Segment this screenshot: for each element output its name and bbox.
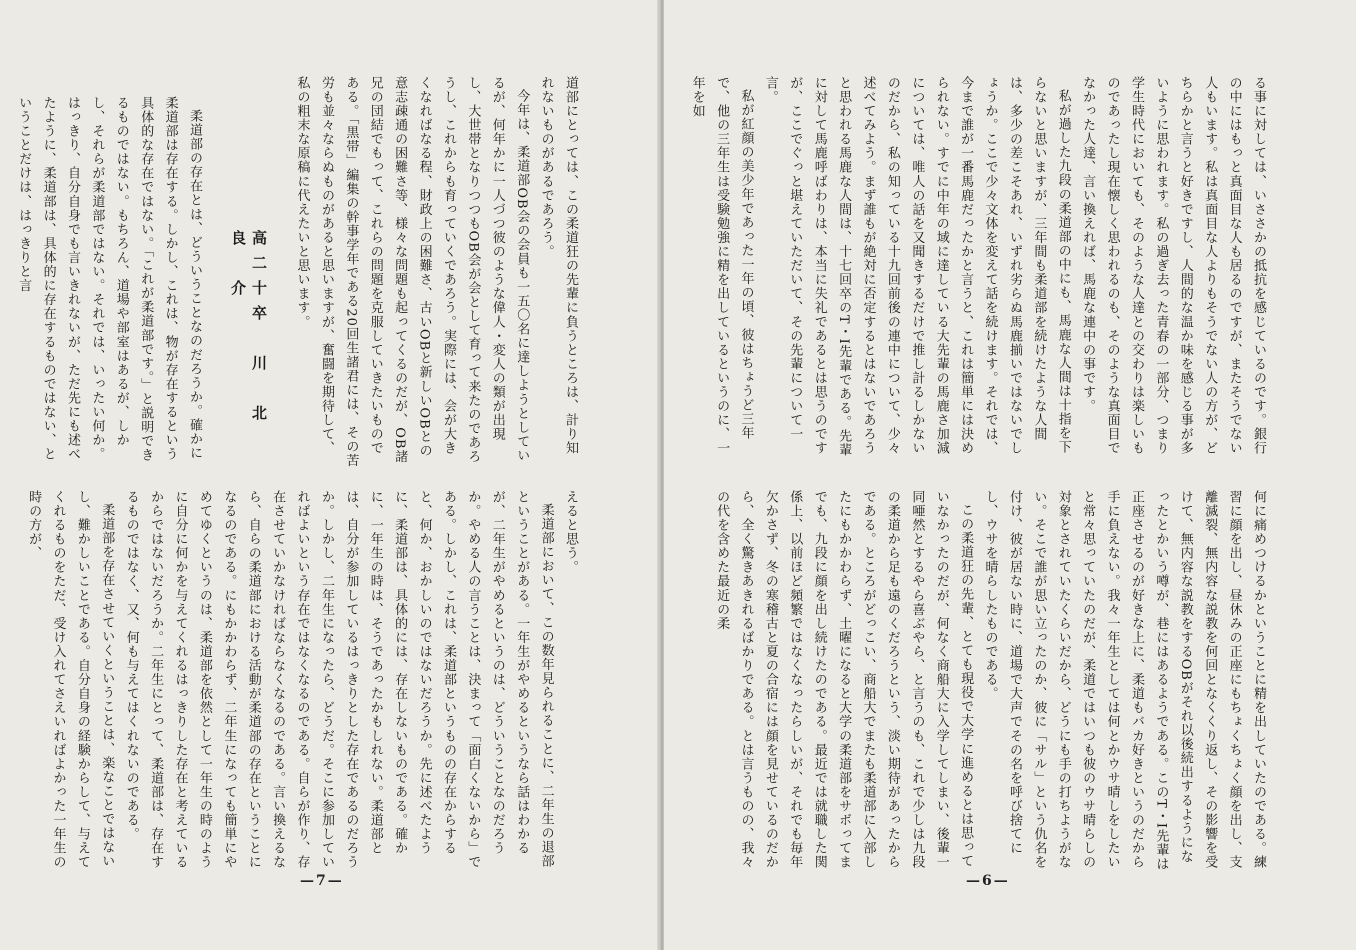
paragraph: 今年は、柔道部OB会の会員も一五〇名に達しようとしているが、何年かに一人づつ彼のような偉人・変人の類が出現し、大世帯となりつつもOB会が会として育って来たのであろうし、これからも育っていくであろう。実際には、会が大きくなればなる程、財政上の困難さ、古いOBと新しいOBとの意志疎通の困難さ等、様々な問題も起ってくるのだが、OB諸兄の団結でもって、これらの問題を克服していきたいものである。「黒帯」編集の幹事学年である20回生諸君には、その苦労も並々ならぬものがあると思いますが、奮闘を期待して、私の粗末な原稿に代えたいと思います。 — [294, 76, 530, 468]
page-7 — [0, 0, 662, 950]
paragraph: 柔道部において、この数年見られることに、二年生の退部ということがある。一年生がやめるというなら話はわかるが、二年生がやめるというのは、どういうことなのだろうか。やめる人の言うことは、決まって「面白くないから」である。しかし、これは、柔道部というものの存在からすると、何か、おかしいのではないだろうか。先に述べたように、柔道部は、具体的には、存在しないものである。確かに、一年生の時は、そうであったかもしれない。柔道部とは、自分が参加しているはっきりとした存在であるのだろうか。しかし、二年生になったら、どうだ。そこに参加していればよいという存在ではなくなるのである。自らが作り、存在させていかなければならなくなるのである。言い換えるなら、自らの柔道部における活動が柔道部の存在ということになるのである。にもかかわらず、二年生になっても簡単にやめてゆくというのは、柔道部を依然として一年生の時のように自分に何かを与えてくれるはっきりした存在と考えているからではないだろうか。二年生にとって、柔道部は、存在するものではなく、又、何も与えてはくれないのである。 — [123, 490, 554, 870]
paragraph: 私が過した九段の柔道部の中にも、馬鹿な人間は十指を下らないと思いますが、三年間も柔道部を続けたような人間は、多少の差こそあれ、いずれ劣らぬ馬鹿揃いではないでしょうか。ここで少々文体を変えて話を続けます。それでは、今まで誰が一番馬鹿だったかと言うと、これは簡単には決められない。すでに中年の域に達している大先輩の馬鹿さ加減については、唯人の話を又聞きするだけで推し計るしかないのだから、私の知っている十九回前後の連中について、少々述べてみよう。まず誰もが絶対に否定するとはないであろうと思われる馬鹿な人間は、十七回卒のT・I先輩である。先輩に対して馬鹿呼ばわりは、本当に失礼であるとは思うのですが、ここでぐっと堪えていただいて、その先輩について一言。 — [762, 76, 1071, 458]
left-top-text-block — [290, 76, 582, 468]
paragraph: えると思う。 — [563, 490, 578, 575]
right-top-text-block — [689, 76, 1270, 468]
paragraph: 道部にとっては、この柔道狂の先輩に負うところは、計り知れないものがあるであろう。 — [538, 76, 578, 456]
left-bottom-text-block — [26, 490, 582, 872]
paragraph: 何に痛めつけるかということに精を出していたのである。練習に顔を出し、昼休みの正座にもちょくちょく顔を出し、支離滅裂、無内容な説教を何回となくくり返し、その影響を受けて、無内容な説教をするOBがそれ以後続出するようになったとかいう噂が、巷にはあるようである。このT・I先輩は正座させるのが好きな上に、柔道もバカ好きというのだから手に負えない。我々一年生としては何とかウサ晴しをしたいと常々思っていたのだが、柔道ではいつも彼のウサ晴らしの対象とされていたくらいだから、どうにも手の打ちようがない。そこで誰が思い立ったのか、彼に「サル」という仇名を付け、彼が居ない時に、道場で大声でその名を呼び捨てにし、ウサを晴らしたものである。 — [982, 490, 1266, 872]
paragraph: 柔道部を存在させていくということは、楽なことではないし、難かしいことである。自分自身の経験からして、与えてくれるものをただ、受け入れてさえいればよかった一年生の時の方が、 — [26, 490, 115, 870]
right-bottom-text-block — [714, 490, 1270, 872]
paragraph: この柔道狂の先輩、とても現役で大学に進めるとは思っていなかったのだが、何なく商船大に入学してしまい、後輩一同唖然とするやら喜ぶやら、と言うのも、これで少しは九段の柔道から足も遠のくだろうという、淡い期待があったからである。ところがどっこい、商船大でまたも柔道部に入部したにもかかわらず、土曜になると大学の柔道部をサボってまでも、九段に顔を出し続けたのである。最近では就職した関係上、以前ほど頻繁ではなくなったらしいが、それでも毎年欠かさず、冬の寒稽古と夏の合宿には顔を見せているのだから、全く驚きあきれるばかりである。とは言うものの、我々の代を含めた最近の柔 — [714, 490, 974, 870]
left-author-text-block — [16, 96, 206, 466]
paragraph: る事に対しては、いささかの抵抗を感じているのです。銀行の中にはもっと真面目な人も居るのですが、またそうでない人もいます。私は真面目な人よりもそうでない人の方が、どちらかと言うと好きですし、人間的な温か味を感じる事が多いように思われます。私の過ぎ去った青春の一部分、つまり学生時代においても、そのような人達との交わりは楽しいものであったし現在懐しく思われるのも、そのような真面目でなかった人達、言い換えれば、馬鹿な連中の事です。 — [1080, 76, 1266, 456]
page-6 — [664, 0, 1356, 950]
page-number: —7— — [300, 873, 344, 889]
author-heading: 高二十卒 川 北 良 介 — [229, 230, 268, 455]
paragraph: 私が紅顔の美少年であった一年の頃、彼はちょうど三年で、他の三年生は受験勉強に精を出しているというのに、一年を如 — [689, 76, 754, 456]
paragraph: 柔道部の存在とは、どういうことなのだろうか。確かに柔道部は存在する。しかし、これは、物が存在するという具体的な存在ではない。「これが柔道部です。」と説明できるものではない。もちろん、道場や部室はあるが、しかし、それらが柔道部ではない。それでは、いったい何か。はっきり、自分自身でも言いきれないが、ただ先にも述べたように、柔道部は、具体的に存在するものではない、ということだけは、はっきりと言 — [16, 96, 202, 463]
page-number: —6— — [966, 873, 1010, 889]
